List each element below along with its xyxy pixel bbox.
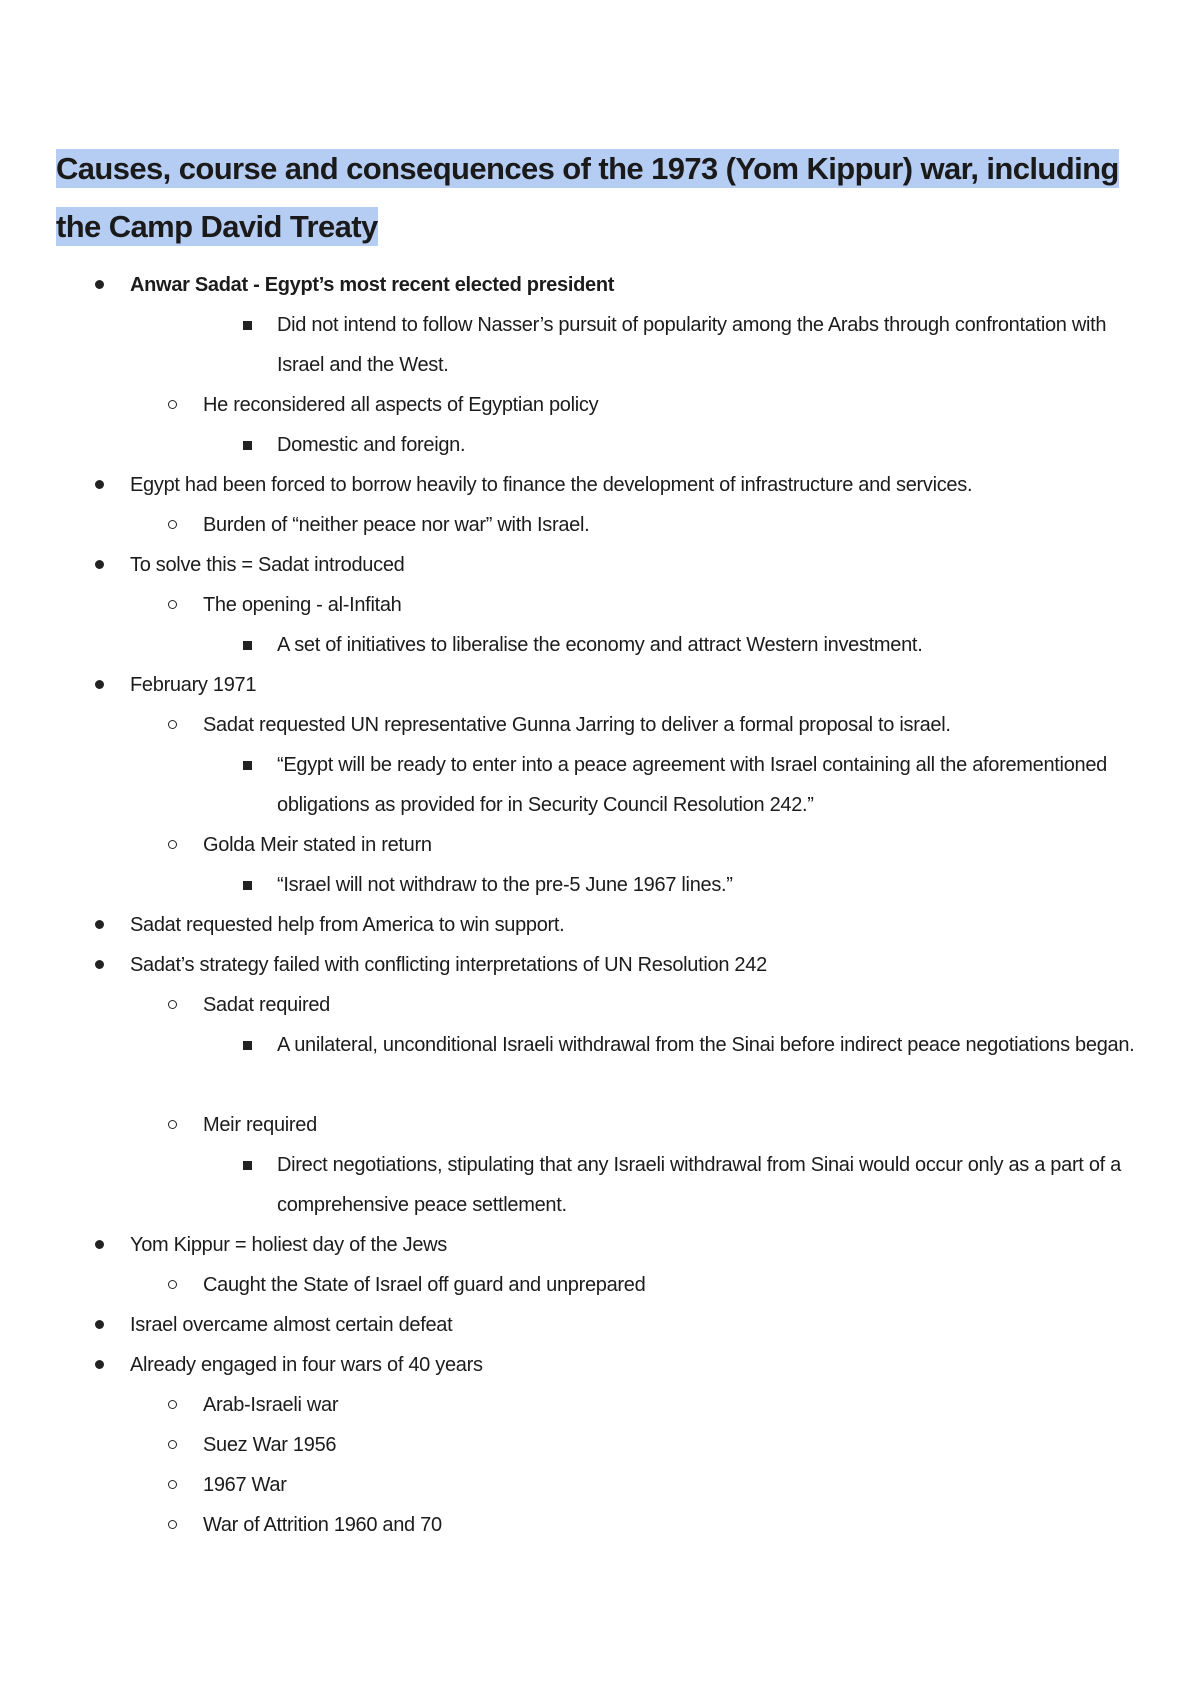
filled-disc-bullet-icon <box>95 1320 104 1329</box>
document-title <box>56 140 1146 256</box>
list-item <box>0 1385 1200 1425</box>
list-item <box>0 1145 1200 1225</box>
list-item <box>0 1225 1200 1265</box>
list-item-text: Did not intend to follow Nasser’s pursuit of popularity among the Arabs through confrontation with Israel and the West. <box>277 314 1107 376</box>
list-item <box>0 1105 1200 1145</box>
filled-square-bullet-icon <box>243 641 252 650</box>
list-item-text: 1967 War <box>203 1474 287 1496</box>
hollow-circle-bullet-icon <box>168 840 177 849</box>
list-item <box>0 625 1200 665</box>
list-item <box>0 1425 1200 1465</box>
filled-square-bullet-icon <box>243 761 252 770</box>
hollow-circle-bullet-icon <box>168 1280 177 1289</box>
filled-disc-bullet-icon <box>95 1240 104 1249</box>
list-item <box>0 305 1200 385</box>
list-item <box>0 505 1200 545</box>
list-item <box>0 1505 1200 1545</box>
list-item-text: Domestic and foreign. <box>277 434 466 456</box>
hollow-circle-bullet-icon <box>168 400 177 409</box>
list-item-text: He reconsidered all aspects of Egyptian policy <box>203 394 599 416</box>
list-item <box>0 1025 1200 1105</box>
list-item-text: February 1971 <box>130 674 257 696</box>
hollow-circle-bullet-icon <box>168 1440 177 1449</box>
list-item <box>0 865 1200 905</box>
list-item-text: To solve this = Sadat introduced <box>130 554 405 576</box>
filled-square-bullet-icon <box>243 1161 252 1170</box>
filled-square-bullet-icon <box>243 1041 252 1050</box>
bullet-list <box>0 265 1200 1545</box>
hollow-circle-bullet-icon <box>168 1120 177 1129</box>
filled-disc-bullet-icon <box>95 680 104 689</box>
filled-disc-bullet-icon <box>95 560 104 569</box>
list-item-text: Sadat requested UN representative Gunna Jarring to deliver a formal proposal to israel. <box>203 714 951 736</box>
list-item-text: War of Attrition 1960 and 70 <box>203 1514 442 1536</box>
list-item-text: Meir required <box>203 1114 317 1136</box>
list-item-text: Sadat requested help from America to win support. <box>130 914 565 936</box>
hollow-circle-bullet-icon <box>168 1400 177 1409</box>
list-item <box>0 425 1200 465</box>
list-item-text: Yom Kippur = holiest day of the Jews <box>130 1234 447 1256</box>
filled-disc-bullet-icon <box>95 920 104 929</box>
list-item <box>0 1465 1200 1505</box>
list-item-text: Arab-Israeli war <box>203 1394 339 1416</box>
list-item-text: Sadat required <box>203 994 331 1016</box>
list-item <box>0 705 1200 745</box>
list-item <box>0 585 1200 625</box>
filled-disc-bullet-icon <box>95 480 104 489</box>
list-item-text: “Israel will not withdraw to the pre-5 June 1967 lines.” <box>277 874 733 896</box>
list-item-text: Sadat’s strategy failed with conflicting interpretations of UN Resolution 242 <box>130 954 767 976</box>
list-item-text: Caught the State of Israel off guard and unprepared <box>203 1274 646 1296</box>
list-item <box>0 545 1200 585</box>
list-item-text: Israel overcame almost certain defeat <box>130 1314 453 1336</box>
document-title-text: Causes, course and consequences of the 1973 (Yom Kippur) war, including the Camp David Treaty <box>56 151 1119 244</box>
hollow-circle-bullet-icon <box>168 1480 177 1489</box>
list-item-text: Already engaged in four wars of 40 years <box>130 1354 483 1376</box>
list-item-text: Burden of “neither peace nor war” with Israel. <box>203 514 590 536</box>
list-item <box>0 665 1200 705</box>
list-item-text: Anwar Sadat - Egypt’s most recent elected president <box>130 274 615 296</box>
hollow-circle-bullet-icon <box>168 600 177 609</box>
filled-square-bullet-icon <box>243 321 252 330</box>
filled-disc-bullet-icon <box>95 1360 104 1369</box>
list-item <box>0 1305 1200 1345</box>
list-item <box>0 905 1200 945</box>
list-item-text: Egypt had been forced to borrow heavily to finance the development of infrastructure and services. <box>130 474 973 496</box>
list-item <box>0 1345 1200 1385</box>
hollow-circle-bullet-icon <box>168 1000 177 1009</box>
hollow-circle-bullet-icon <box>168 1520 177 1529</box>
list-item <box>0 745 1200 825</box>
filled-disc-bullet-icon <box>95 960 104 969</box>
filled-disc-bullet-icon <box>95 280 104 289</box>
list-item-text: A set of initiatives to liberalise the economy and attract Western investment. <box>277 634 923 656</box>
list-item <box>0 265 1200 305</box>
list-item-text: Direct negotiations, stipulating that any Israeli withdrawal from Sinai would occur only as a part of a comprehensive peace settlement. <box>277 1154 1121 1216</box>
list-item <box>0 985 1200 1025</box>
hollow-circle-bullet-icon <box>168 520 177 529</box>
list-item <box>0 1265 1200 1305</box>
list-item <box>0 385 1200 425</box>
list-item-text: A unilateral, unconditional Israeli withdrawal from the Sinai before indirect peace negotiations began. <box>277 1034 1135 1056</box>
list-item-text: “Egypt will be ready to enter into a peace agreement with Israel containing all the aforementioned obligations as provided for in Security Council Resolution 242.” <box>277 754 1107 816</box>
list-item-text: Golda Meir stated in return <box>203 834 432 856</box>
filled-square-bullet-icon <box>243 441 252 450</box>
filled-square-bullet-icon <box>243 881 252 890</box>
list-item-text: The opening - al-Infitah <box>203 594 402 616</box>
list-item <box>0 945 1200 985</box>
hollow-circle-bullet-icon <box>168 720 177 729</box>
list-item <box>0 465 1200 505</box>
list-item-text: Suez War 1956 <box>203 1434 337 1456</box>
list-item <box>0 825 1200 865</box>
